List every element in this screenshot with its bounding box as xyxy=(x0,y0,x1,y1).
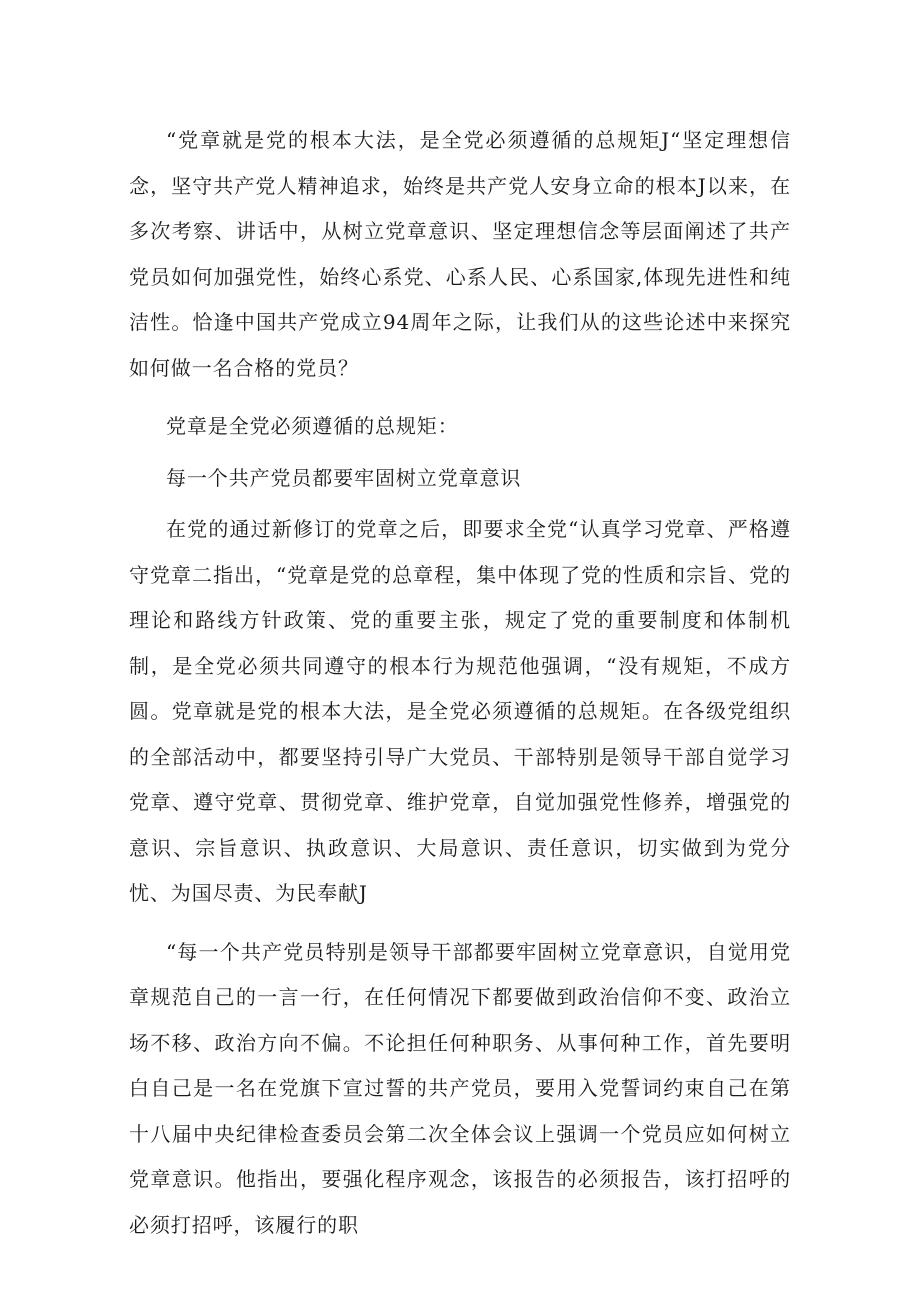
paragraph-party-constitution: 在党的通过新修订的党章之后，即要求全党“认真学习党章、严格遵守党章二指出，“党章是党的总章程，集中体现了党的性质和宗旨、党的理论和路线方针政策、党的重要主张，规定了党的重要制度和体制机制，是全党必须共同遵守的根本行为规范他强调，“没有规矩，不成方圆。党章就是党的根本大法，是全党必须遵循的总规矩。在各级党组织的全部活动中，都要坚持引导广大党员、干部特别是领导干部自觉学习党章、遵守党章、贯彻党章、维护党章，自觉加强党性修养，增强党的意识、宗旨意识、执政意识、大局意识、责任意识，切实做到为党分忧、为国尽责、为民奉献J xyxy=(129,517,791,905)
document-body xyxy=(129,118,791,1261)
paragraph-party-awareness: “每一个共产党员特别是领导干部都要牢固树立党章意识，自觉用党章规范自己的一言一行，在任何情况下都要做到政治信仰不变、政治立场不移、政治方向不偏。不论担任何种职务、从事何种工作，首先要明白自己是一名在党旗下宣过誓的共产党员，要用入党誓词约束自己在第十八届中央纪律检查委员会第二次全体会议上强调一个党员应如何树立党章意识。他指出，要强化程序观念，该报告的必须报告，该打招呼的必须打招呼，该履行的职 xyxy=(129,939,791,1237)
section-heading-line-1: 党章是全党必须遵循的总规矩： xyxy=(166,414,459,438)
section-heading-line-2: 每一个共产党员都要牢固树立党章意识 xyxy=(166,465,522,490)
paragraph-intro: “党章就是党的根本大法，是全党必须遵循的总规矩J“坚定理想信念，坚守共产党人精神追求，始终是共产党人安身立命的根本J以来，在多次考察、讲话中，从树立党章意识、坚定理想信念等层面阐述了共产党员如何加强党性，始终心系党、心系人民、心系国家,体现先进性和纯洁性。恰逢中国共产党成立94周年之际，让我们从的这些论述中来探究如何做一名合格的党员？ xyxy=(129,128,791,380)
